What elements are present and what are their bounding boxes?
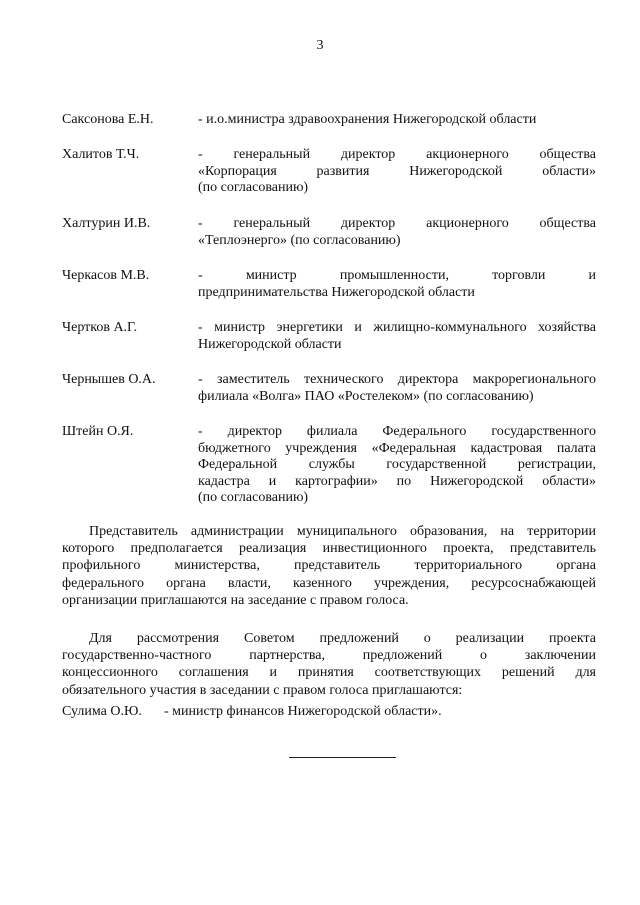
member-name: Чернышев О.А. bbox=[62, 372, 156, 387]
role-line: филиала «Волга» ПАО «Ростелеком» (по согласованию) bbox=[198, 388, 534, 404]
member-role bbox=[198, 216, 596, 249]
paragraph-line: организации приглашаются на заседание с правом голоса. bbox=[62, 592, 409, 608]
paragraph-line: профильного министерства, представитель территориального органа bbox=[62, 558, 596, 574]
paragraph-line: Представитель администрации муниципального образования, на территории bbox=[89, 524, 596, 539]
paragraph-line: концессионного соглашения и принятия соответствующих решений для bbox=[62, 665, 596, 681]
paragraph-line: обязательного участия в заседании с правом голоса приглашаются: bbox=[62, 682, 463, 698]
paragraph-representatives bbox=[62, 523, 596, 609]
member-name: Штейн О.Я. bbox=[62, 424, 134, 439]
paragraph-line: федерального органа власти, казенного учреждения, ресурсоснабжающей bbox=[62, 575, 596, 591]
role-line: - директор филиала Федерального государственного bbox=[198, 424, 596, 439]
role-line: «Теплоэнерго» (по согласованию) bbox=[198, 232, 401, 248]
role-line: «Корпорация развития Нижегородской области» bbox=[198, 163, 596, 179]
member-role bbox=[198, 372, 596, 405]
end-divider bbox=[289, 757, 396, 758]
member-name: Халтурин И.В. bbox=[62, 216, 151, 231]
paragraph-council bbox=[62, 630, 596, 699]
role-line: - генеральный директор акционерного общества bbox=[198, 147, 596, 162]
member-name: Чертков А.Г. bbox=[62, 320, 138, 335]
page-number: 3 bbox=[316, 38, 324, 53]
member-name: Сулима О.Ю. bbox=[62, 704, 142, 719]
member-name: Черкасов М.В. bbox=[62, 268, 150, 283]
role-line: (по согласованию) bbox=[198, 180, 309, 195]
member-name: Саксонова Е.Н. bbox=[62, 112, 154, 127]
role-line: - министр промышленности, торговли и bbox=[198, 268, 596, 283]
role-line: предпринимательства Нижегородской области bbox=[198, 284, 475, 300]
role-line: - заместитель технического директора макрорегионального bbox=[198, 372, 596, 387]
member-role bbox=[198, 268, 596, 301]
role-line: - министр энергетики и жилищно-коммунального хозяйства bbox=[198, 320, 596, 335]
member-role: - министр финансов Нижегородской области». bbox=[164, 704, 442, 719]
member-role bbox=[198, 320, 596, 353]
role-line: кадастра и картографии» по Нижегородской области» bbox=[198, 473, 596, 489]
role-line: бюджетного учреждения «Федеральная кадастровая палата bbox=[198, 440, 596, 456]
member-role bbox=[198, 424, 596, 507]
role-line: Федеральной службы государственной регистрации, bbox=[198, 457, 596, 472]
role-line: - генеральный директор акционерного общества bbox=[198, 216, 596, 231]
paragraph-line: Для рассмотрения Советом предложений о реализации проекта bbox=[89, 631, 596, 646]
paragraph-line: государственно-частного партнерства, предложений о заключении bbox=[62, 648, 596, 664]
role-line: - и.о.министра здравоохранения Нижегородской области bbox=[198, 112, 537, 127]
member-role bbox=[198, 112, 596, 129]
member-role bbox=[198, 147, 596, 197]
role-line: Нижегородской области bbox=[198, 336, 342, 352]
role-line: (по согласованию) bbox=[198, 490, 309, 505]
paragraph-line: которого предполагается реализация инвестиционного проекта, представитель bbox=[62, 541, 596, 557]
member-name: Халитов Т.Ч. bbox=[62, 147, 140, 162]
